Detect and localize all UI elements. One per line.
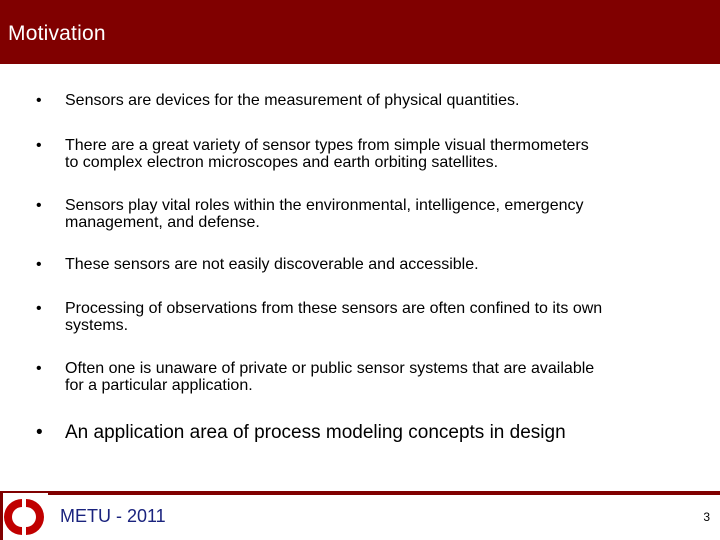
metu-logo-icon <box>0 493 48 540</box>
slide-title: Motivation <box>8 22 106 45</box>
bullet-dot: • <box>36 300 42 317</box>
bullet-text <box>65 422 705 444</box>
page-number: 3 <box>703 510 710 524</box>
bullet-line: to complex electron microscopes and earth orbiting satellites. <box>65 154 499 171</box>
footer-divider <box>0 491 720 495</box>
bullet-line: Often one is unaware of private or public sensor systems that are available <box>65 360 595 377</box>
bullet-text <box>65 256 705 273</box>
bullet-dot: • <box>36 256 42 273</box>
bullet-line: Sensors play vital roles within the environmental, intelligence, emergency <box>65 197 584 214</box>
bullet-dot: • <box>36 137 42 154</box>
bullet-line: There are a great variety of sensor types from simple visual thermometers <box>65 137 589 154</box>
bullet-line: An application area of process modeling concepts in design <box>65 422 566 443</box>
bullet-dot: • <box>36 360 42 377</box>
bullet-line: systems. <box>65 317 129 334</box>
bullet-line: management, and defense. <box>65 214 260 231</box>
bullet-line: for a particular application. <box>65 377 253 394</box>
bullet-text <box>65 300 705 334</box>
bullet-text <box>65 197 705 231</box>
title-bar <box>0 0 720 64</box>
bullet-line: Processing of observations from these sensors are often confined to its own <box>65 300 603 317</box>
bullet-line: These sensors are not easily discoverable and accessible. <box>65 256 479 273</box>
bullet-text <box>65 92 705 109</box>
bullet-text <box>65 360 705 394</box>
bullet-line: Sensors are devices for the measurement of physical quantities. <box>65 92 520 109</box>
bullet-dot: • <box>36 197 42 214</box>
bullet-dot: • <box>36 92 42 109</box>
bullet-dot: • <box>36 422 43 443</box>
bullet-text <box>65 137 705 171</box>
footer-organization: METU - 2011 <box>60 506 166 526</box>
